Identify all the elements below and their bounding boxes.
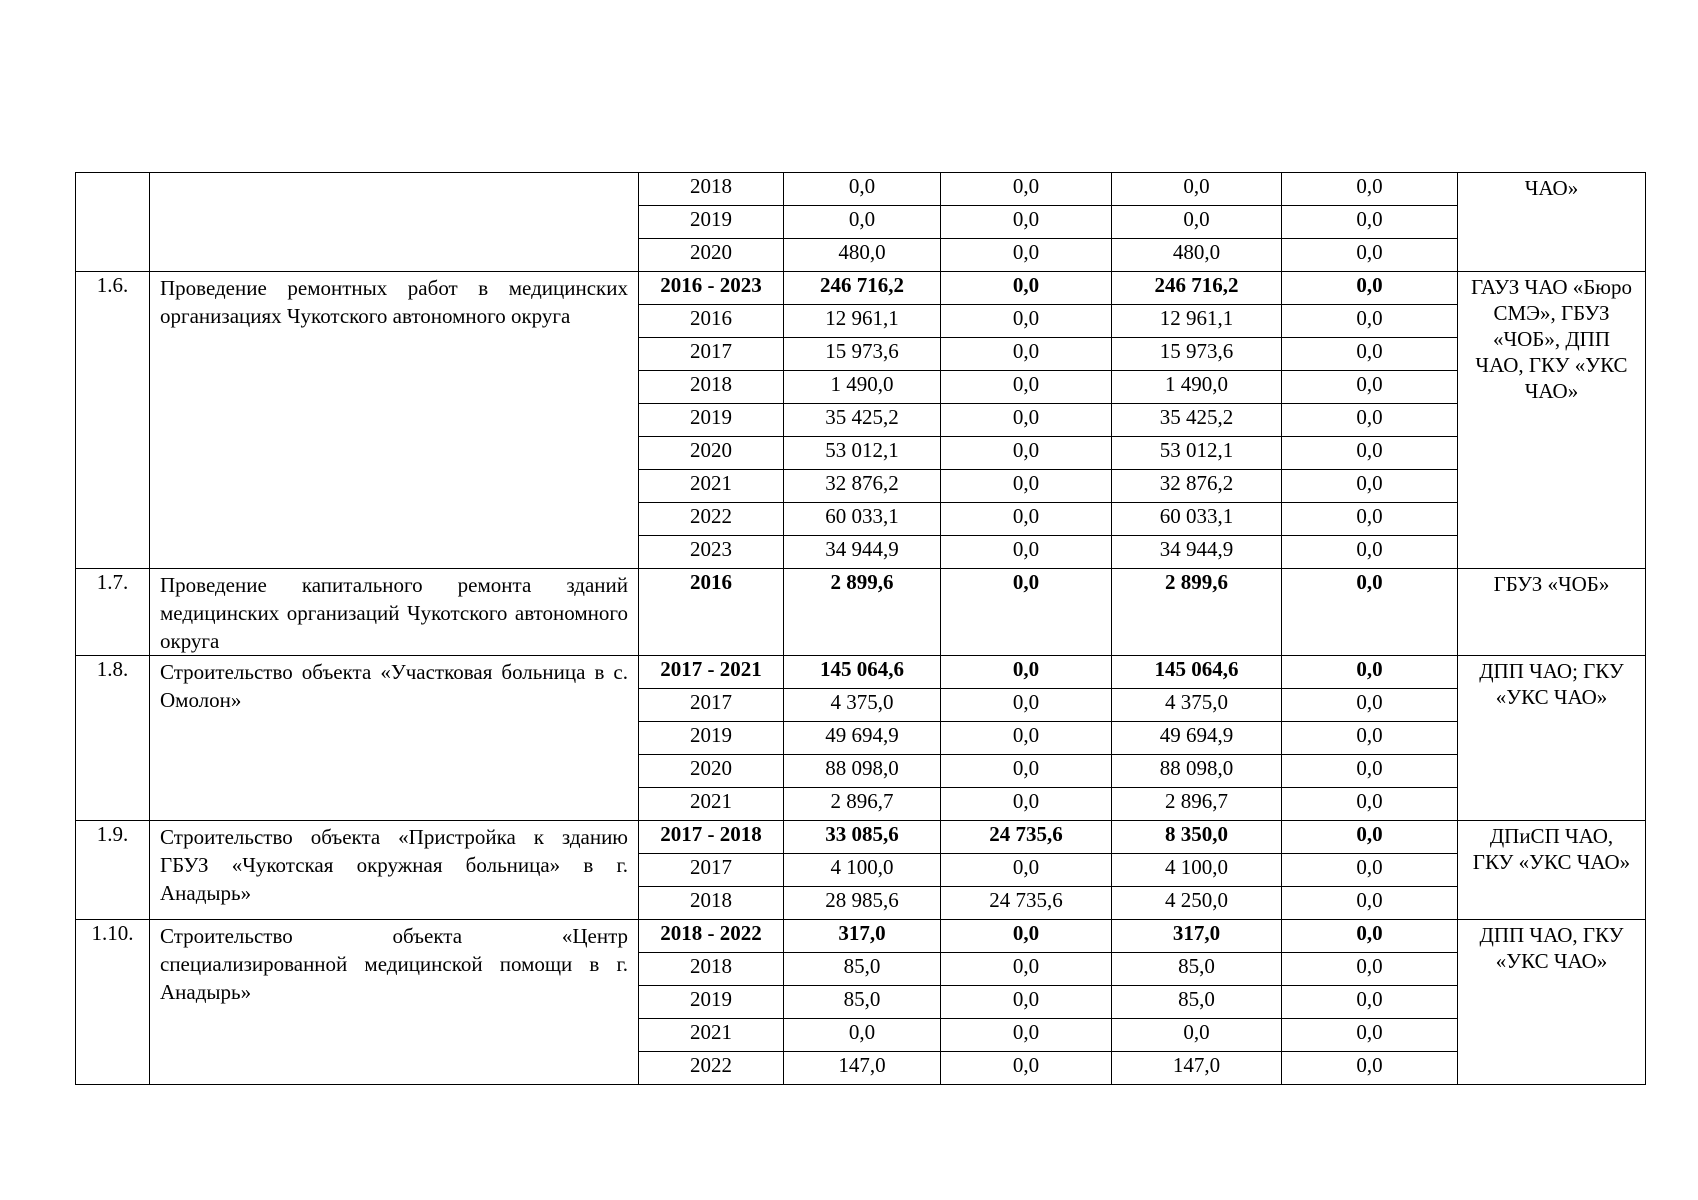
table-row bbox=[76, 272, 1646, 305]
federal-budget-cell: 0,0 bbox=[941, 689, 1112, 722]
item-number-cell: 1.10. bbox=[76, 920, 150, 1085]
item-number-cell: 1.9. bbox=[76, 821, 150, 920]
federal-budget-cell: 0,0 bbox=[941, 239, 1112, 272]
regional-budget-cell: 4 375,0 bbox=[1112, 689, 1282, 722]
period-cell: 2020 bbox=[639, 755, 784, 788]
regional-budget-cell: 85,0 bbox=[1112, 953, 1282, 986]
total-cell: 49 694,9 bbox=[784, 722, 941, 755]
period-cell: 2017 bbox=[639, 689, 784, 722]
total-cell: 0,0 bbox=[784, 206, 941, 239]
period-cell: 2022 bbox=[639, 503, 784, 536]
federal-budget-cell: 0,0 bbox=[941, 920, 1112, 953]
federal-budget-cell: 24 735,6 bbox=[941, 887, 1112, 920]
period-cell: 2017 bbox=[639, 338, 784, 371]
regional-budget-cell: 32 876,2 bbox=[1112, 470, 1282, 503]
total-cell: 60 033,1 bbox=[784, 503, 941, 536]
period-cell: 2021 bbox=[639, 470, 784, 503]
period-cell: 2016 bbox=[639, 569, 784, 656]
regional-budget-cell: 88 098,0 bbox=[1112, 755, 1282, 788]
total-cell: 147,0 bbox=[784, 1052, 941, 1085]
period-cell: 2020 bbox=[639, 437, 784, 470]
total-cell: 145 064,6 bbox=[784, 656, 941, 689]
regional-budget-cell: 0,0 bbox=[1112, 173, 1282, 206]
other-sources-cell: 0,0 bbox=[1282, 656, 1458, 689]
period-cell: 2018 bbox=[639, 173, 784, 206]
executor-cell: ДПП ЧАО, ГКУ «УКС ЧАО» bbox=[1458, 920, 1646, 1085]
federal-budget-cell: 0,0 bbox=[941, 305, 1112, 338]
period-cell: 2017 - 2018 bbox=[639, 821, 784, 854]
federal-budget-cell: 0,0 bbox=[941, 371, 1112, 404]
other-sources-cell: 0,0 bbox=[1282, 272, 1458, 305]
table-body bbox=[76, 173, 1646, 1085]
item-name-cell: Проведение ремонтных работ в медицинских организациях Чукотского автономного округа bbox=[150, 272, 639, 569]
executor-cell: ЧАО» bbox=[1458, 173, 1646, 272]
other-sources-cell: 0,0 bbox=[1282, 821, 1458, 854]
item-name-cell bbox=[150, 173, 639, 272]
federal-budget-cell: 0,0 bbox=[941, 272, 1112, 305]
period-cell: 2021 bbox=[639, 1019, 784, 1052]
other-sources-cell: 0,0 bbox=[1282, 722, 1458, 755]
period-cell: 2018 - 2022 bbox=[639, 920, 784, 953]
federal-budget-cell: 24 735,6 bbox=[941, 821, 1112, 854]
federal-budget-cell: 0,0 bbox=[941, 656, 1112, 689]
regional-budget-cell: 85,0 bbox=[1112, 986, 1282, 1019]
other-sources-cell: 0,0 bbox=[1282, 1019, 1458, 1052]
item-number-cell: 1.8. bbox=[76, 656, 150, 821]
regional-budget-cell: 35 425,2 bbox=[1112, 404, 1282, 437]
regional-budget-cell: 480,0 bbox=[1112, 239, 1282, 272]
total-cell: 32 876,2 bbox=[784, 470, 941, 503]
total-cell: 1 490,0 bbox=[784, 371, 941, 404]
other-sources-cell: 0,0 bbox=[1282, 536, 1458, 569]
other-sources-cell: 0,0 bbox=[1282, 755, 1458, 788]
federal-budget-cell: 0,0 bbox=[941, 788, 1112, 821]
other-sources-cell: 0,0 bbox=[1282, 503, 1458, 536]
period-cell: 2018 bbox=[639, 953, 784, 986]
table-row bbox=[76, 821, 1646, 854]
executor-cell: ДПиСП ЧАО, ГКУ «УКС ЧАО» bbox=[1458, 821, 1646, 920]
federal-budget-cell: 0,0 bbox=[941, 503, 1112, 536]
federal-budget-cell: 0,0 bbox=[941, 722, 1112, 755]
table-row bbox=[76, 920, 1646, 953]
total-cell: 2 896,7 bbox=[784, 788, 941, 821]
period-cell: 2016 bbox=[639, 305, 784, 338]
regional-budget-cell: 53 012,1 bbox=[1112, 437, 1282, 470]
regional-budget-cell: 8 350,0 bbox=[1112, 821, 1282, 854]
total-cell: 28 985,6 bbox=[784, 887, 941, 920]
federal-budget-cell: 0,0 bbox=[941, 569, 1112, 656]
total-cell: 85,0 bbox=[784, 953, 941, 986]
other-sources-cell: 0,0 bbox=[1282, 470, 1458, 503]
item-name-cell: Проведение капитального ремонта зданий медицинских организаций Чукотского автономного округа bbox=[150, 569, 639, 656]
other-sources-cell: 0,0 bbox=[1282, 239, 1458, 272]
regional-budget-cell: 2 896,7 bbox=[1112, 788, 1282, 821]
other-sources-cell: 0,0 bbox=[1282, 887, 1458, 920]
item-number-cell: 1.6. bbox=[76, 272, 150, 569]
federal-budget-cell: 0,0 bbox=[941, 404, 1112, 437]
federal-budget-cell: 0,0 bbox=[941, 755, 1112, 788]
table-row bbox=[76, 173, 1646, 206]
federal-budget-cell: 0,0 bbox=[941, 338, 1112, 371]
regional-budget-cell: 317,0 bbox=[1112, 920, 1282, 953]
federal-budget-cell: 0,0 bbox=[941, 854, 1112, 887]
total-cell: 480,0 bbox=[784, 239, 941, 272]
other-sources-cell: 0,0 bbox=[1282, 569, 1458, 656]
federal-budget-cell: 0,0 bbox=[941, 437, 1112, 470]
total-cell: 15 973,6 bbox=[784, 338, 941, 371]
other-sources-cell: 0,0 bbox=[1282, 986, 1458, 1019]
total-cell: 33 085,6 bbox=[784, 821, 941, 854]
regional-budget-cell: 60 033,1 bbox=[1112, 503, 1282, 536]
regional-budget-cell: 15 973,6 bbox=[1112, 338, 1282, 371]
regional-budget-cell: 0,0 bbox=[1112, 206, 1282, 239]
period-cell: 2021 bbox=[639, 788, 784, 821]
total-cell: 0,0 bbox=[784, 173, 941, 206]
executor-cell: ГБУЗ «ЧОБ» bbox=[1458, 569, 1646, 656]
federal-budget-cell: 0,0 bbox=[941, 953, 1112, 986]
regional-budget-cell: 4 100,0 bbox=[1112, 854, 1282, 887]
item-number-cell: 1.7. bbox=[76, 569, 150, 656]
federal-budget-cell: 0,0 bbox=[941, 536, 1112, 569]
regional-budget-cell: 34 944,9 bbox=[1112, 536, 1282, 569]
regional-budget-cell: 2 899,6 bbox=[1112, 569, 1282, 656]
other-sources-cell: 0,0 bbox=[1282, 854, 1458, 887]
total-cell: 0,0 bbox=[784, 1019, 941, 1052]
federal-budget-cell: 0,0 bbox=[941, 1019, 1112, 1052]
other-sources-cell: 0,0 bbox=[1282, 689, 1458, 722]
regional-budget-cell: 1 490,0 bbox=[1112, 371, 1282, 404]
period-cell: 2017 - 2021 bbox=[639, 656, 784, 689]
other-sources-cell: 0,0 bbox=[1282, 404, 1458, 437]
other-sources-cell: 0,0 bbox=[1282, 788, 1458, 821]
other-sources-cell: 0,0 bbox=[1282, 173, 1458, 206]
period-cell: 2022 bbox=[639, 1052, 784, 1085]
executor-cell: ДПП ЧАО; ГКУ «УКС ЧАО» bbox=[1458, 656, 1646, 821]
period-cell: 2019 bbox=[639, 206, 784, 239]
period-cell: 2020 bbox=[639, 239, 784, 272]
regional-budget-cell: 12 961,1 bbox=[1112, 305, 1282, 338]
total-cell: 88 098,0 bbox=[784, 755, 941, 788]
other-sources-cell: 0,0 bbox=[1282, 437, 1458, 470]
federal-budget-cell: 0,0 bbox=[941, 206, 1112, 239]
period-cell: 2016 - 2023 bbox=[639, 272, 784, 305]
regional-budget-cell: 246 716,2 bbox=[1112, 272, 1282, 305]
regional-budget-cell: 4 250,0 bbox=[1112, 887, 1282, 920]
total-cell: 317,0 bbox=[784, 920, 941, 953]
total-cell: 34 944,9 bbox=[784, 536, 941, 569]
other-sources-cell: 0,0 bbox=[1282, 953, 1458, 986]
federal-budget-cell: 0,0 bbox=[941, 470, 1112, 503]
other-sources-cell: 0,0 bbox=[1282, 206, 1458, 239]
other-sources-cell: 0,0 bbox=[1282, 1052, 1458, 1085]
table-row bbox=[76, 656, 1646, 689]
total-cell: 246 716,2 bbox=[784, 272, 941, 305]
federal-budget-cell: 0,0 bbox=[941, 986, 1112, 1019]
item-name-cell: Строительство объекта «Пристройка к зданию ГБУЗ «Чукотская окружная больница» в г. Анадырь» bbox=[150, 821, 639, 920]
program-activities-table bbox=[75, 172, 1646, 1085]
other-sources-cell: 0,0 bbox=[1282, 920, 1458, 953]
total-cell: 4 375,0 bbox=[784, 689, 941, 722]
period-cell: 2018 bbox=[639, 887, 784, 920]
item-name-cell: Строительство объекта «Участковая больница в с. Омолон» bbox=[150, 656, 639, 821]
other-sources-cell: 0,0 bbox=[1282, 371, 1458, 404]
other-sources-cell: 0,0 bbox=[1282, 338, 1458, 371]
total-cell: 85,0 bbox=[784, 986, 941, 1019]
period-cell: 2019 bbox=[639, 986, 784, 1019]
regional-budget-cell: 49 694,9 bbox=[1112, 722, 1282, 755]
period-cell: 2019 bbox=[639, 404, 784, 437]
total-cell: 4 100,0 bbox=[784, 854, 941, 887]
regional-budget-cell: 145 064,6 bbox=[1112, 656, 1282, 689]
total-cell: 2 899,6 bbox=[784, 569, 941, 656]
regional-budget-cell: 0,0 bbox=[1112, 1019, 1282, 1052]
federal-budget-cell: 0,0 bbox=[941, 1052, 1112, 1085]
period-cell: 2023 bbox=[639, 536, 784, 569]
period-cell: 2019 bbox=[639, 722, 784, 755]
item-name-cell: Строительство объекта «Центр специализированной медицинской помощи в г. Анадырь» bbox=[150, 920, 639, 1085]
total-cell: 35 425,2 bbox=[784, 404, 941, 437]
table-row bbox=[76, 569, 1646, 656]
item-number-cell bbox=[76, 173, 150, 272]
total-cell: 53 012,1 bbox=[784, 437, 941, 470]
federal-budget-cell: 0,0 bbox=[941, 173, 1112, 206]
regional-budget-cell: 147,0 bbox=[1112, 1052, 1282, 1085]
period-cell: 2018 bbox=[639, 371, 784, 404]
executor-cell: ГАУЗ ЧАО «Бюро СМЭ», ГБУЗ «ЧОБ», ДПП ЧАО, ГКУ «УКС ЧАО» bbox=[1458, 272, 1646, 569]
other-sources-cell: 0,0 bbox=[1282, 305, 1458, 338]
period-cell: 2017 bbox=[639, 854, 784, 887]
total-cell: 12 961,1 bbox=[784, 305, 941, 338]
